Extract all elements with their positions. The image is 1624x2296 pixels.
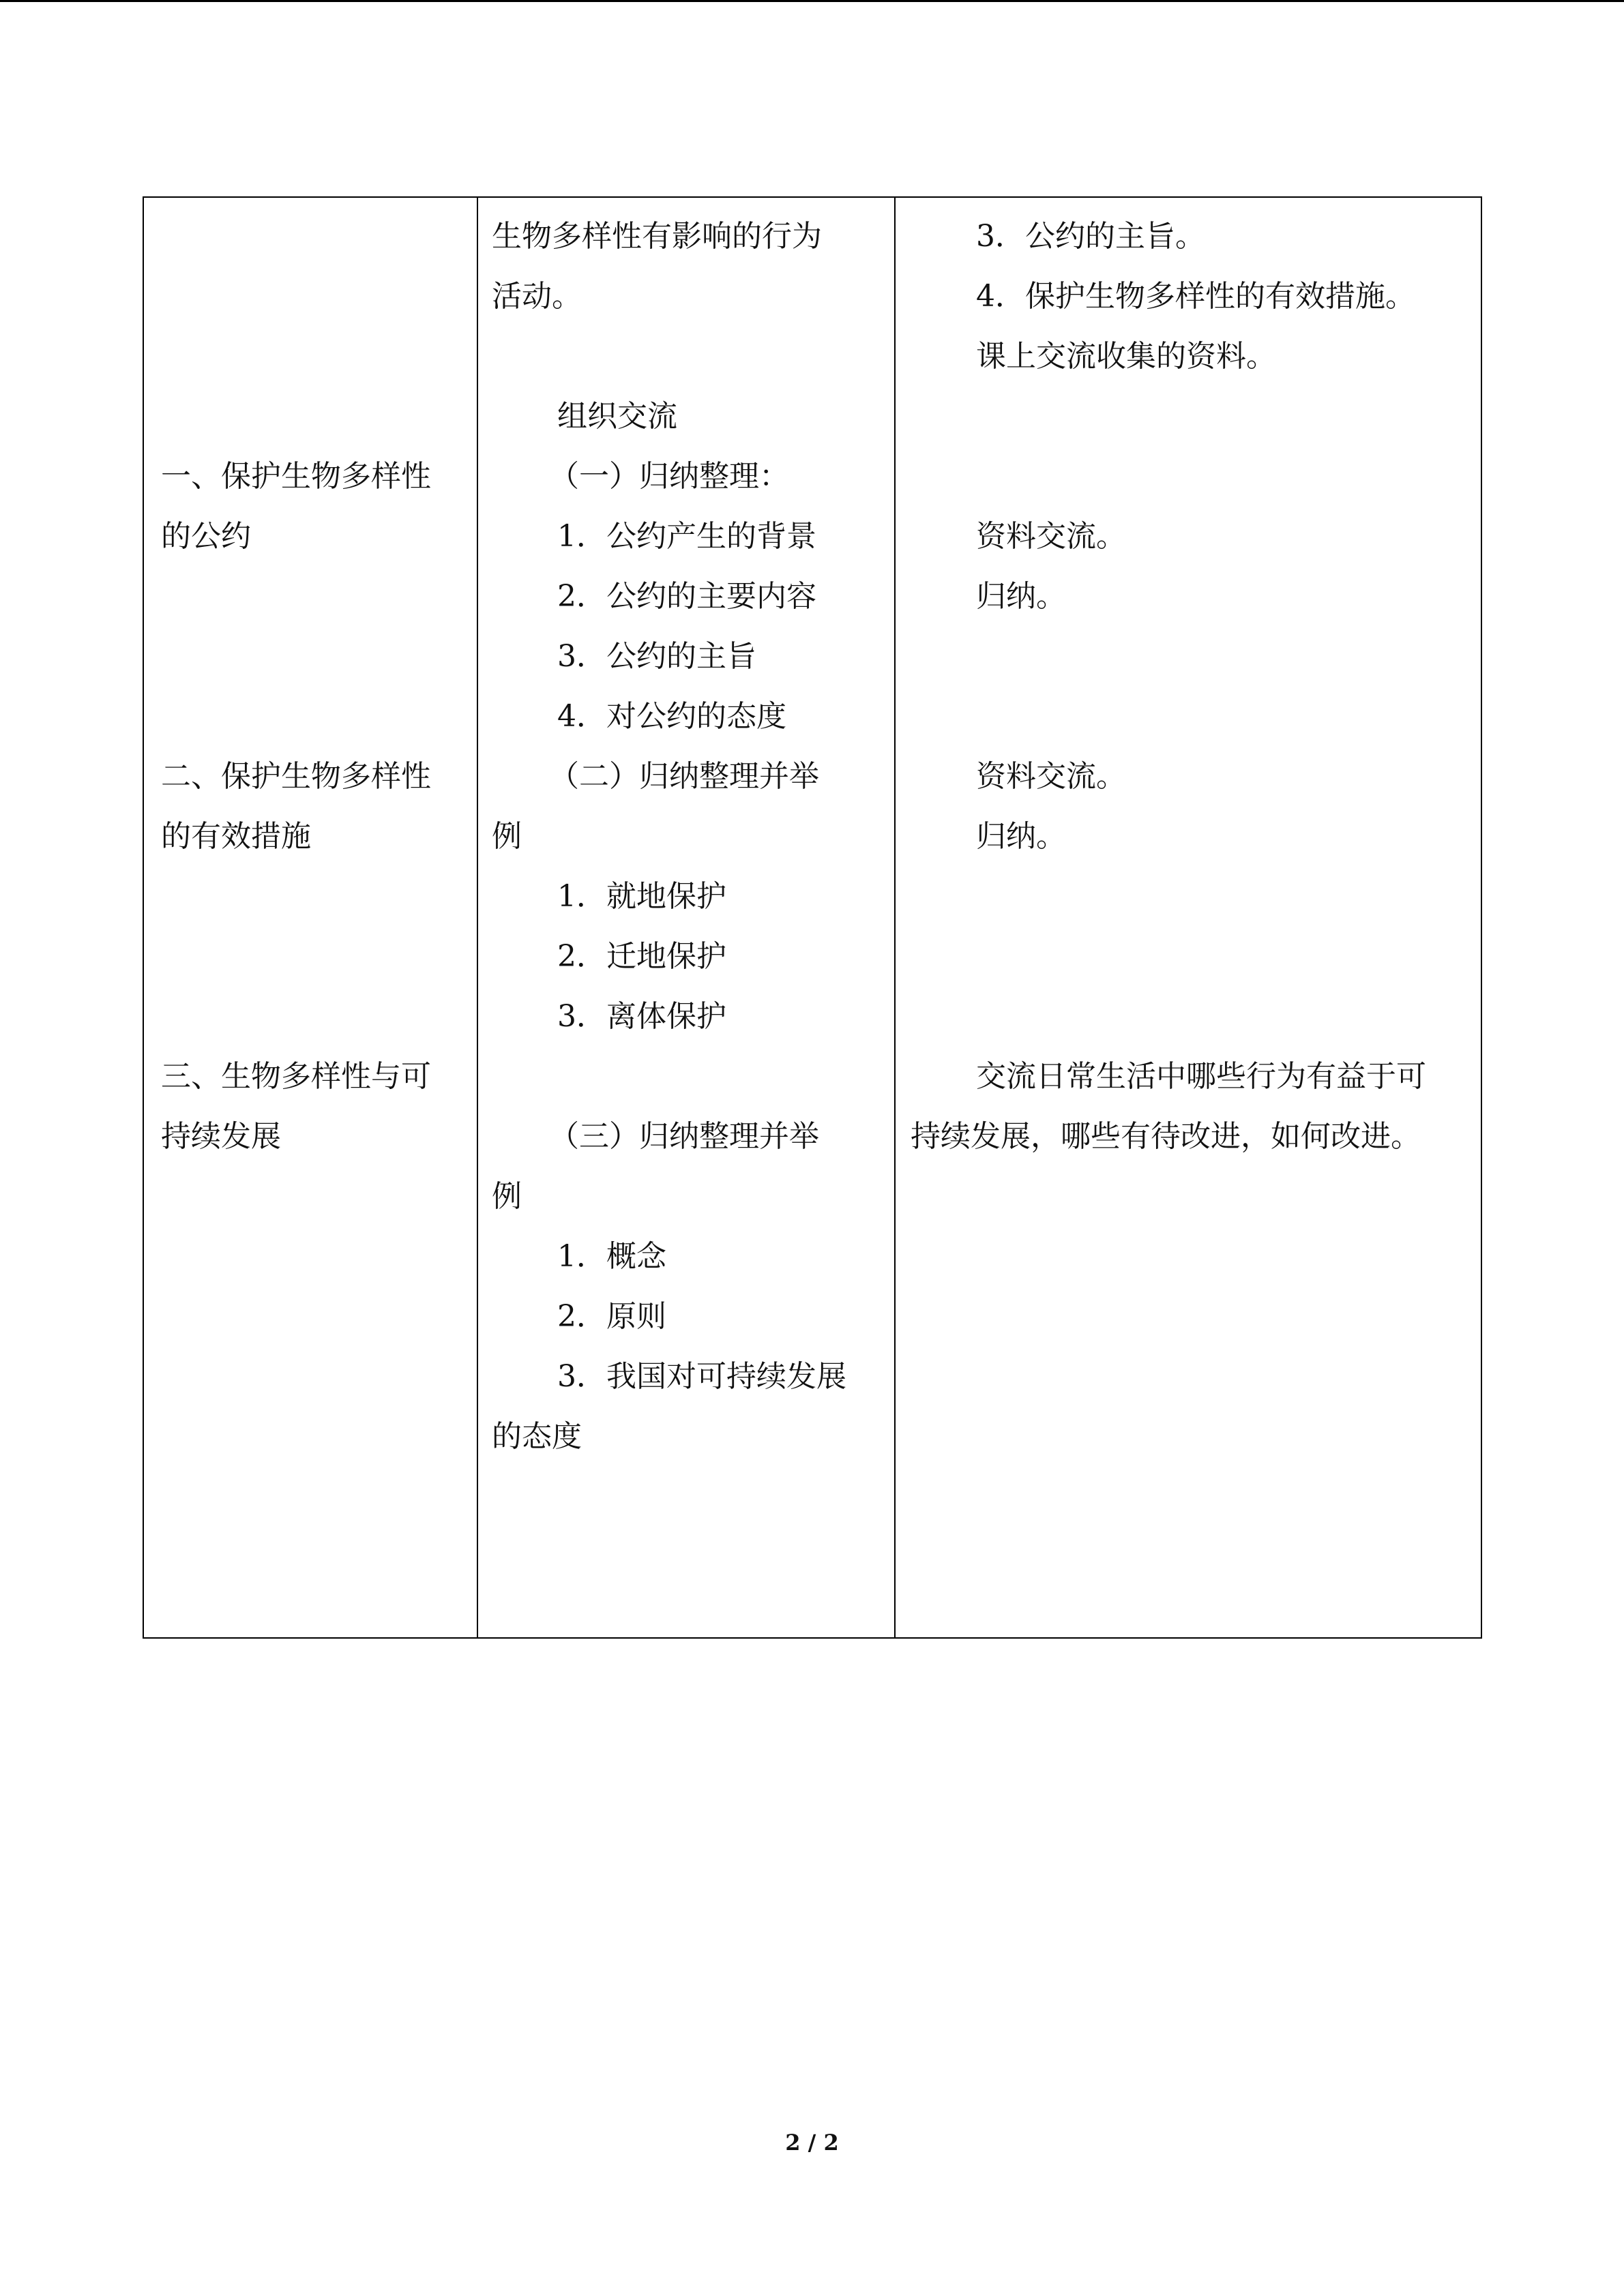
part3-item: 1．概念 xyxy=(557,1239,666,1274)
section1-title-line2: 的公约 xyxy=(161,519,251,554)
lesson-plan-table xyxy=(143,196,1482,1639)
student-exchange-2: 资料交流。 xyxy=(976,759,1126,794)
student-discussion-line2: 持续发展，哪些有待改进，如何改进。 xyxy=(911,1119,1421,1154)
section3-title-line2: 持续发展 xyxy=(161,1119,281,1154)
part2-heading-line1: （二）归纳整理并举 xyxy=(549,759,819,794)
section2-title-line1: 二、保护生物多样性 xyxy=(161,759,431,794)
part1-heading: （一）归纳整理： xyxy=(549,459,789,494)
top-border-line xyxy=(0,0,1624,2)
part2-item: 1．就地保护 xyxy=(557,879,726,914)
part2-item: 2．迁地保护 xyxy=(557,939,726,974)
page-number: 2 / 2 xyxy=(785,2130,839,2156)
student-summary-1: 归纳。 xyxy=(976,579,1066,614)
student-item3: 3．公约的主旨。 xyxy=(976,219,1205,254)
section1-title-line1: 一、保护生物多样性 xyxy=(161,459,431,494)
column-divider-2 xyxy=(894,198,896,1637)
part3-heading-line1: （三）归纳整理并举 xyxy=(549,1119,819,1154)
part1-item: 3．公约的主旨 xyxy=(557,639,756,674)
part3-heading-line2: 例 xyxy=(492,1179,522,1214)
part3-item3-continued: 的态度 xyxy=(492,1419,582,1454)
student-item4: 4．保护生物多样性的有效措施。 xyxy=(976,279,1415,314)
part3-item: 3．我国对可持续发展 xyxy=(557,1359,846,1394)
column-divider-1 xyxy=(477,198,478,1637)
student-discussion-line1: 交流日常生活中哪些行为有益于可 xyxy=(976,1059,1426,1094)
student-collect: 课上交流收集的资料。 xyxy=(976,339,1276,374)
section3-title-line1: 三、生物多样性与可 xyxy=(161,1059,431,1094)
intro-line1: 生物多样性有影响的行为 xyxy=(492,219,822,254)
student-summary-2: 归纳。 xyxy=(976,819,1066,854)
section2-title-line2: 的有效措施 xyxy=(161,819,311,854)
student-exchange-1: 资料交流。 xyxy=(976,519,1126,554)
part2-heading-line2: 例 xyxy=(492,819,522,854)
part1-item: 2．公约的主要内容 xyxy=(557,579,816,614)
part1-item: 1．公约产生的背景 xyxy=(557,519,816,554)
part1-item: 4．对公约的态度 xyxy=(557,699,786,734)
part3-item: 2．原则 xyxy=(557,1299,666,1334)
part2-item: 3．离体保护 xyxy=(557,999,726,1034)
organize-exchange: 组织交流 xyxy=(557,399,677,434)
intro-line2: 活动。 xyxy=(492,279,582,314)
